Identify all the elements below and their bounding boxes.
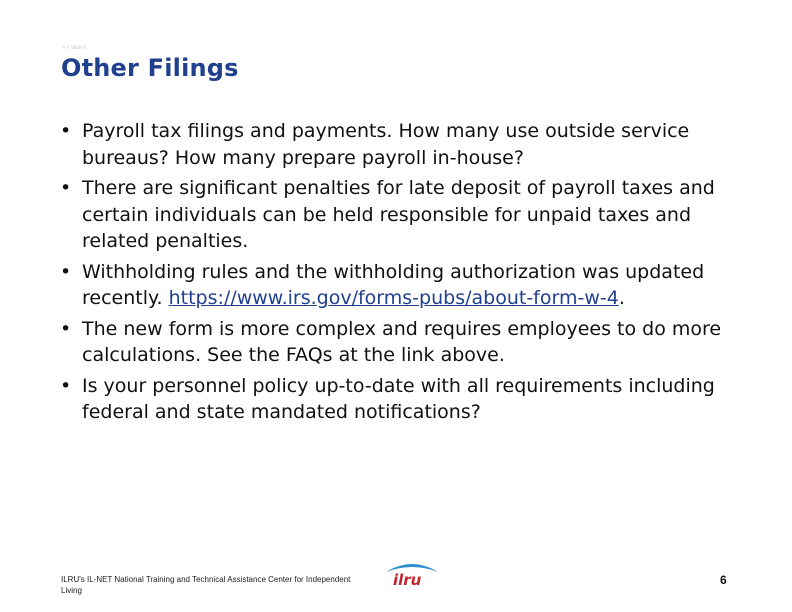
bullet-list [60, 118, 740, 430]
footer-org-text: ILRU's IL-NET National Training and Technical Assistance Center for Independent Living [61, 575, 351, 595]
bullet-text: Withholding rules and the withholding authorization was updated recently. [82, 260, 705, 309]
irs-form-w4-link[interactable]: https://www.irs.gov/forms-pubs/about-form-w-4 [168, 287, 619, 309]
ilru-logo-icon [382, 558, 442, 588]
page-number: 6 [720, 573, 727, 587]
bullet-dot: • [60, 120, 72, 142]
bullet-dot: • [60, 317, 72, 340]
bullet-dot: • [60, 260, 72, 283]
bullet-dot: • [60, 374, 72, 397]
page-title: Other Filings [61, 54, 239, 82]
bullet-item [60, 175, 740, 255]
bullet-text: There are significant penalties for late deposit of payroll taxes and certain individuals can be held responsible for unpaid taxes and related penalties. [82, 177, 715, 252]
ilru-logo [382, 558, 442, 588]
bullet-dot: • [60, 177, 72, 199]
bullet-text: Is your personnel policy up-to-date with all requirements including federal and state mandated notifications? [82, 374, 715, 423]
svg-text:ilru: ilru [393, 571, 422, 588]
bullet-item [60, 118, 740, 171]
bullet-text: Payroll tax filings and payments. How many use outside service bureaus? How many prepare payroll in-house? [82, 120, 690, 169]
slide-marker: > > Slide 6 [62, 45, 86, 51]
bullet-text-end: . [618, 287, 625, 309]
bullet-item [60, 373, 740, 426]
bullet-item [60, 316, 740, 369]
bullet-item [60, 259, 740, 312]
bullet-text: The new form is more complex and requires employees to do more calculations. See the FAQs at the link above. [82, 317, 722, 366]
